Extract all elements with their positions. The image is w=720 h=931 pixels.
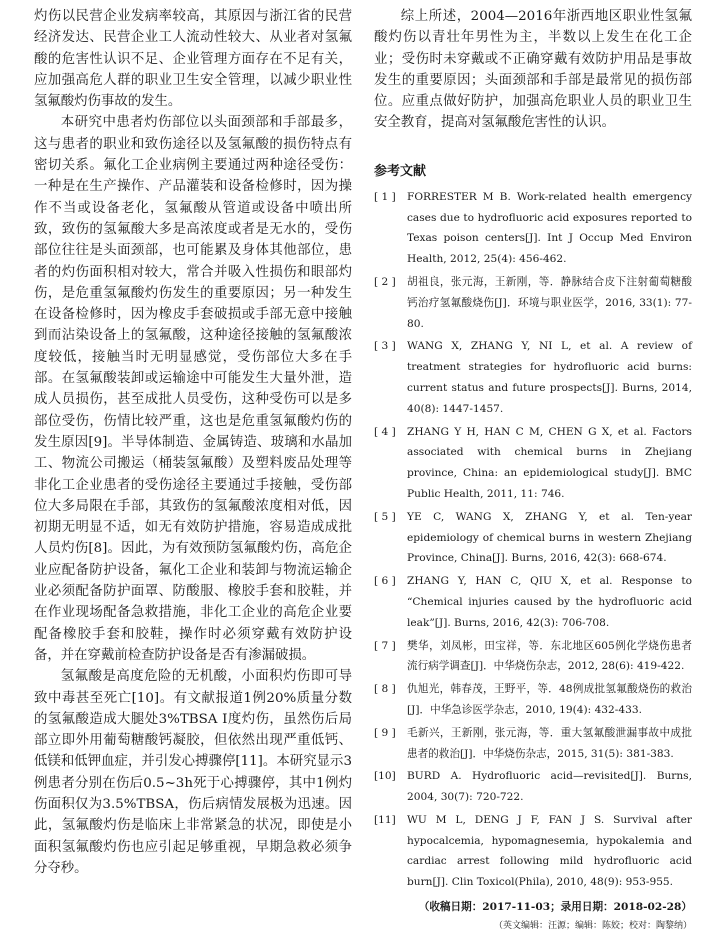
reference-number: [11] (374, 813, 396, 826)
reference-number: [ 9 ] (374, 726, 396, 739)
reference-text: 胡祖良，张元海，王新刚，等．静脉结合皮下注射葡萄糖酸钙治疗氢氟酸烧伤[J]．环境与职业医学，2016, 33(1): 77-80. (407, 275, 692, 330)
reference-item (374, 571, 692, 633)
references-list (374, 187, 692, 893)
reference-text: 毛新兴，王新刚，张元海，等．重大氢氟酸泄漏事故中成批患者的救治[J]．中华烧伤杂志，2015, 31(5): 381-383. (407, 726, 692, 760)
reference-number: [ 4 ] (374, 425, 396, 438)
reference-item (374, 336, 692, 419)
reference-text: BURD A. Hydrofluoric acid—revisited[J]. Burns, 2004, 30(7): 720-722. (407, 770, 692, 804)
reference-text: 仇旭光，韩春茂，王野平，等．48例成批氢氟酸烧伤的救治[J]．中华急诊医学杂志，2010, 19(4): 432-433. (407, 683, 692, 716)
reference-text: WU M L, DENG J F, FAN J S. Survival after hypocalcemia, hypomagnesemia, hypokalemia and cardiac arrest following mild hydrofluoric acid burn[J]. Clin Toxicol(Phila), 2010, 48(9): 953-955. (407, 813, 692, 889)
received-accepted-dates: （收稿日期：2017-11-03；录用日期：2018-02-28） (418, 901, 692, 914)
reference-text: FORRESTER M B. Work-related health emergency cases due to hydrofluoric acid exposures reported to Texas poison centers[J]. Int J Occup Med Environ Health, 2012, 25(4): 456-462. (407, 190, 692, 266)
editor-credits: （英文编辑：汪源；编辑：陈姣；校对：陶黎纳） (493, 921, 692, 931)
paragraph-hf-danger: 氢氟酸是高度危险的无机酸，小面积灼伤即可导致中毒甚至死亡[10]。有文献报道1例20%质量分数的氢氟酸造成大腿处3%TBSA Ⅰ度灼伤，虽然伤后局部立即外用葡萄糖酸钙凝胶，但依然出现严重低钙、低镁和低钾血症，并引发心搏骤停[11]。本研究显示3例患者分别在伤后0.5~3h死于心搏骤停，其中1例灼伤面积仅为3.5%TBSA，伤后病情发展极为迅速。因此，氢氟酸灼伤是临床上非常紧急的状况，即使是小面积氢氟酸灼伤也应引起足够重视，早期急救必须争分夺秒。 (34, 669, 352, 876)
reference-item (374, 766, 692, 808)
reference-text: ZHANG Y H, HAN C M, CHEN G X, et al. Factors associated with chemical burns in Zhejiang province, China: an epidemiological study[J]. BMC Public Health, 2011, 11: 746. (407, 425, 692, 500)
reference-item (374, 723, 692, 765)
reference-item (374, 507, 692, 569)
reference-item (374, 187, 692, 270)
reference-text: YE C, WANG X, ZHANG Y, et al. Ten-year epidemiology of chemical burns in western Zhejiang Province, China[J]. Burns, 2016, 42(3): 668-674. (407, 510, 692, 565)
reference-item (374, 810, 692, 893)
reference-number: [ 3 ] (374, 340, 396, 353)
reference-number: [ 5 ] (374, 510, 396, 523)
reference-number: [ 1 ] (374, 190, 396, 203)
reference-item (374, 272, 692, 334)
paragraph-conclusion: 综上所述，2004—2016年浙西地区职业性氢氟酸灼伤以青壮年男性为主，半数以上发生在化工企业；受伤时未穿戴或不正确穿戴有效防护用品是事故发生的重要原因；头面颈部和手部是最常见的损伤部位。应重点做好防护，加强高危职业人员的职业卫生安全教育，提高对氢氟酸危害性的认识。 (374, 9, 692, 131)
reference-text: 樊华，刘凤彬，田宝祥，等．东北地区605例化学烧伤患者流行病学调查[J]．中华烧伤杂志，2012, 28(6): 419-422. (407, 639, 692, 673)
right-column (374, 6, 692, 931)
reference-number: [ 6 ] (374, 575, 396, 588)
reference-item (374, 679, 692, 721)
reference-number: [ 7 ] (374, 639, 396, 652)
reference-number: [10] (374, 770, 396, 783)
reference-text: ZHANG Y, HAN C, QIU X, et al. Response to “Chemical injuries caused by the hydrofluoric acid leak”[J]. Burns, 2016, 42(3): 706-708. (407, 575, 692, 629)
paragraph-continued: 灼伤以民营企业发病率较高，其原因与浙江省的民营经济发达、民营企业工人流动性较大、从业者对氢氟酸的危害性认识不足、企业管理方面存在不足有关，应加强高危人群的职业卫生安全管理，以减少职业性氢氟酸灼伤事故的发生。 (34, 9, 352, 110)
reference-number: [ 8 ] (374, 683, 396, 696)
paragraph-injury-sites: 本研究中患者灼伤部位以头面颈部和手部最多，这与患者的职业和致伤途径以及氢氟酸的损伤特点有密切关系。氟化工企业病例主要通过两种途径受伤：一种是在生产操作、产品灌装和设备检修时，因为操作不当或设备老化，氢氟酸从管道或设备中喷出所致，致伤的氢氟酸大多是高浓度或者是无水的，受伤部位往往是头面颈部，也可能累及身体其他部位，患者的灼伤面积相对较大，常合并吸入性损伤和眼部灼伤，是危重氢氟酸灼伤发生的重要原因；另一种发生在设备检修时，因为橡皮手套破损或手部无意中接触到而沾染设备上的氢氟酸，这种途径接触的氢氟酸浓度较低，接触当时无明显感觉，受伤部位大多在手部。在氢氟酸装卸或运输途中可能发生大量外泄，造成人员损伤，甚至成批人员受伤，这种受伤可以是多部位受伤，伤情比较严重，这也是危重氢氟酸灼伤的发生原因[9]。半导体制造、金属铸造、玻璃和水晶加工、物流公司搬运（桶装氢氟酸）及塑料废品处理等非化工企业患者的受伤途径主要通过手接触，受伤部位大多局限在手部，其致伤的氢氟酸浓度相对低，因初期无明显不适，如无有效防护措施，容易造成成批人员灼伤[8]。因此，为有效预防氢氟酸灼伤，高危企业应配备防护设备，氟化工企业和装卸与物流运输企业必须配备防护面罩、防酸服、橡胶手套和胶鞋，并在作业现场配备急救措施，非化工企业的高危企业要配备橡胶手套和胶鞋，操作时必须穿戴有效防护设备，并在穿戴前检查防护设备是否有渗漏破损。 (34, 115, 352, 663)
reference-number: [ 2 ] (374, 275, 396, 288)
references-heading: 参考文献 (374, 163, 427, 179)
left-column (34, 6, 352, 879)
reference-text: WANG X, ZHANG Y, NI L, et al. A review of treatment strategies for hydrofluoric acid burns: current status and future prospects[J]. Burns, 2014, 40(8): 1447-1457. (407, 340, 692, 415)
reference-item (374, 422, 692, 505)
reference-item (374, 636, 692, 678)
